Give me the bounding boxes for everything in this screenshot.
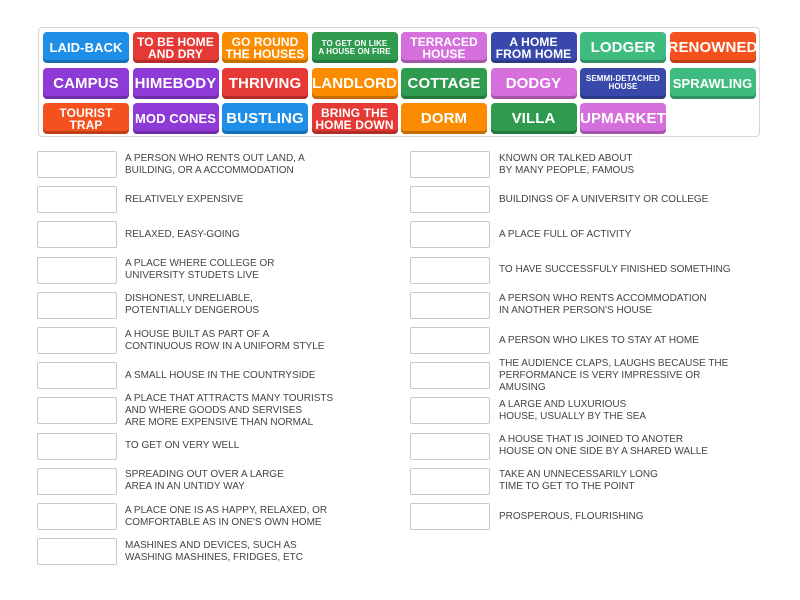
- word-bank: [38, 27, 760, 137]
- answer-slot[interactable]: [410, 292, 490, 319]
- clue-text: DISHONEST, UNRELIABLE, POTENTIALLY DENGEROUS: [125, 293, 260, 317]
- answer-slot[interactable]: [37, 538, 117, 565]
- answer-slot[interactable]: [410, 503, 490, 530]
- clue-text: A HOUSE THAT IS JOINED TO ANOTER HOUSE ON ONE SIDE BY A SHARED WALLE: [499, 434, 708, 458]
- word-tile[interactable]: [312, 68, 398, 99]
- answer-slot[interactable]: [410, 362, 490, 389]
- word-tile-label: BRING THE HOME DOWN: [315, 105, 394, 132]
- clue-text: A LARGE AND LUXURIOUS HOUSE, USUALLY BY THE SEA: [499, 398, 647, 422]
- clue-text: A PLACE WHERE COLLEGE OR UNIVERSITY STUDETS LIVE: [125, 258, 275, 282]
- clue-text: PROSPEROUS, FLOURISHING: [499, 510, 644, 522]
- answer-slot[interactable]: [37, 397, 117, 424]
- clue-text: RELATIVELY EXPENSIVE: [125, 193, 244, 205]
- word-tile-label: UPMARKET: [580, 110, 666, 127]
- answer-slot[interactable]: [410, 257, 490, 284]
- clue-text: A PERSON WHO LIKES TO STAY AT HOME: [499, 334, 699, 346]
- answer-slot[interactable]: [37, 503, 117, 530]
- clue-text: A PERSON WHO RENTS ACCOMMODATION IN ANOTHER PERSON'S HOUSE: [499, 293, 707, 317]
- word-tile[interactable]: [222, 32, 308, 63]
- word-tile[interactable]: [401, 32, 487, 63]
- word-tile[interactable]: [670, 68, 756, 99]
- word-tile[interactable]: [491, 103, 577, 134]
- word-tile-label: THRIVING: [228, 74, 302, 92]
- word-tile-label: COTTAGE: [407, 74, 481, 92]
- word-tile-label: RENOWNED: [667, 39, 758, 56]
- answer-slot[interactable]: [37, 327, 117, 354]
- answer-slot[interactable]: [410, 221, 490, 248]
- answer-slot[interactable]: [37, 433, 117, 460]
- word-tile[interactable]: [133, 68, 219, 99]
- answer-slot[interactable]: [37, 221, 117, 248]
- word-tile-label: LANDLORD: [312, 74, 397, 92]
- clue-text: THE AUDIENCE CLAPS, LAUGHS BECAUSE THE PERFORMANCE IS VERY IMPRESSIVE OR AMUSING: [499, 357, 729, 393]
- clue-text: TAKE AN UNNECESSARILY LONG TIME TO GET TO THE POINT: [499, 469, 658, 493]
- word-tile-label: LAID-BACK: [49, 40, 123, 55]
- word-tile[interactable]: [222, 68, 308, 99]
- clue-text: BUILDINGS OF A UNIVERSITY OR COLLEGE: [499, 193, 709, 205]
- word-tile-label: VILLA: [511, 110, 556, 127]
- word-tile[interactable]: [312, 32, 398, 63]
- word-tile-label: BUSTLING: [226, 110, 304, 127]
- answer-slot[interactable]: [37, 151, 117, 178]
- answer-slot[interactable]: [410, 327, 490, 354]
- word-tile[interactable]: [580, 32, 666, 63]
- clue-text: KNOWN OR TALKED ABOUT BY MANY PEOPLE, FAMOUS: [499, 152, 635, 176]
- word-tile-label: TO GET ON LIKE A HOUSE ON FIRE: [318, 38, 391, 56]
- word-tile-label: HIMEBODY: [134, 74, 217, 92]
- clue-text: SPREADING OUT OVER A LARGE AREA IN AN UNTIDY WAY: [125, 469, 284, 493]
- clue-text: MASHINES AND DEVICES, SUCH AS WASHING MASHINES, FRIDGES, ETC: [125, 539, 303, 563]
- word-tile[interactable]: [43, 32, 129, 63]
- clue-text: A PLACE ONE IS AS HAPPY, RELAXED, OR COMFORTABLE AS IN ONE'S OWN HOME: [125, 504, 328, 528]
- word-tile-label: SEMMI-DETACHED HOUSE: [585, 74, 661, 91]
- clue-text: A PLACE FULL OF ACTIVITY: [499, 228, 632, 240]
- answer-slot[interactable]: [410, 433, 490, 460]
- answer-slot[interactable]: [410, 397, 490, 424]
- word-tile[interactable]: [401, 103, 487, 134]
- word-tile-label: TOURIST TRAP: [59, 105, 113, 132]
- clue-text: A PLACE THAT ATTRACTS MANY TOURISTS AND WHERE GOODS AND SERVISES ARE MORE EXPENSIVE THAN NORMAL: [125, 392, 334, 428]
- answer-slot[interactable]: [37, 292, 117, 319]
- clue-text: A SMALL HOUSE IN THE COUNTRYSIDE: [125, 369, 316, 381]
- clue-text: RELAXED, EASY-GOING: [125, 228, 240, 240]
- word-tile[interactable]: [401, 68, 487, 99]
- answer-slot[interactable]: [37, 257, 117, 284]
- word-tile-label: A HOME FROM HOME: [495, 34, 572, 61]
- word-tile[interactable]: [43, 103, 129, 134]
- answer-slot[interactable]: [37, 468, 117, 495]
- word-tile-label: DORM: [420, 110, 468, 127]
- word-tile-label: TERRACED HOUSE: [410, 34, 478, 61]
- word-tile-label: CAMPUS: [53, 74, 119, 92]
- word-tile-label: LODGER: [590, 39, 656, 56]
- word-tile[interactable]: [43, 68, 129, 99]
- word-tile-label: GO ROUND THE HOUSES: [225, 34, 305, 61]
- word-tile-label: DODGY: [505, 74, 562, 92]
- answer-slot[interactable]: [410, 186, 490, 213]
- word-tile[interactable]: [491, 68, 577, 99]
- word-tile[interactable]: [312, 103, 398, 134]
- word-tile[interactable]: [580, 68, 666, 99]
- word-tile-label: MOD CONES: [134, 111, 217, 126]
- clue-text: TO GET ON VERY WELL: [125, 440, 240, 452]
- answer-slot[interactable]: [410, 151, 490, 178]
- word-tile[interactable]: [580, 103, 666, 134]
- word-tile[interactable]: [222, 103, 308, 134]
- word-tile-label: SPRAWLING: [672, 75, 753, 91]
- word-tile[interactable]: [667, 32, 758, 63]
- word-tile[interactable]: [491, 32, 577, 63]
- answer-slot[interactable]: [410, 468, 490, 495]
- clue-text: A PERSON WHO RENTS OUT LAND, A BUILDING, OR A ACCOMMODATION: [125, 152, 305, 176]
- answer-slot[interactable]: [37, 362, 117, 389]
- word-tile[interactable]: [133, 32, 219, 63]
- word-tile[interactable]: [133, 103, 219, 134]
- answer-slot[interactable]: [37, 186, 117, 213]
- word-tile-label: TO BE HOME AND DRY: [137, 34, 214, 61]
- clue-text: A HOUSE BUILT AS PART OF A CONTINUOUS ROW IN A UNIFORM STYLE: [125, 328, 325, 352]
- clue-text: TO HAVE SUCCESSFULY FINISHED SOMETHING: [499, 264, 731, 276]
